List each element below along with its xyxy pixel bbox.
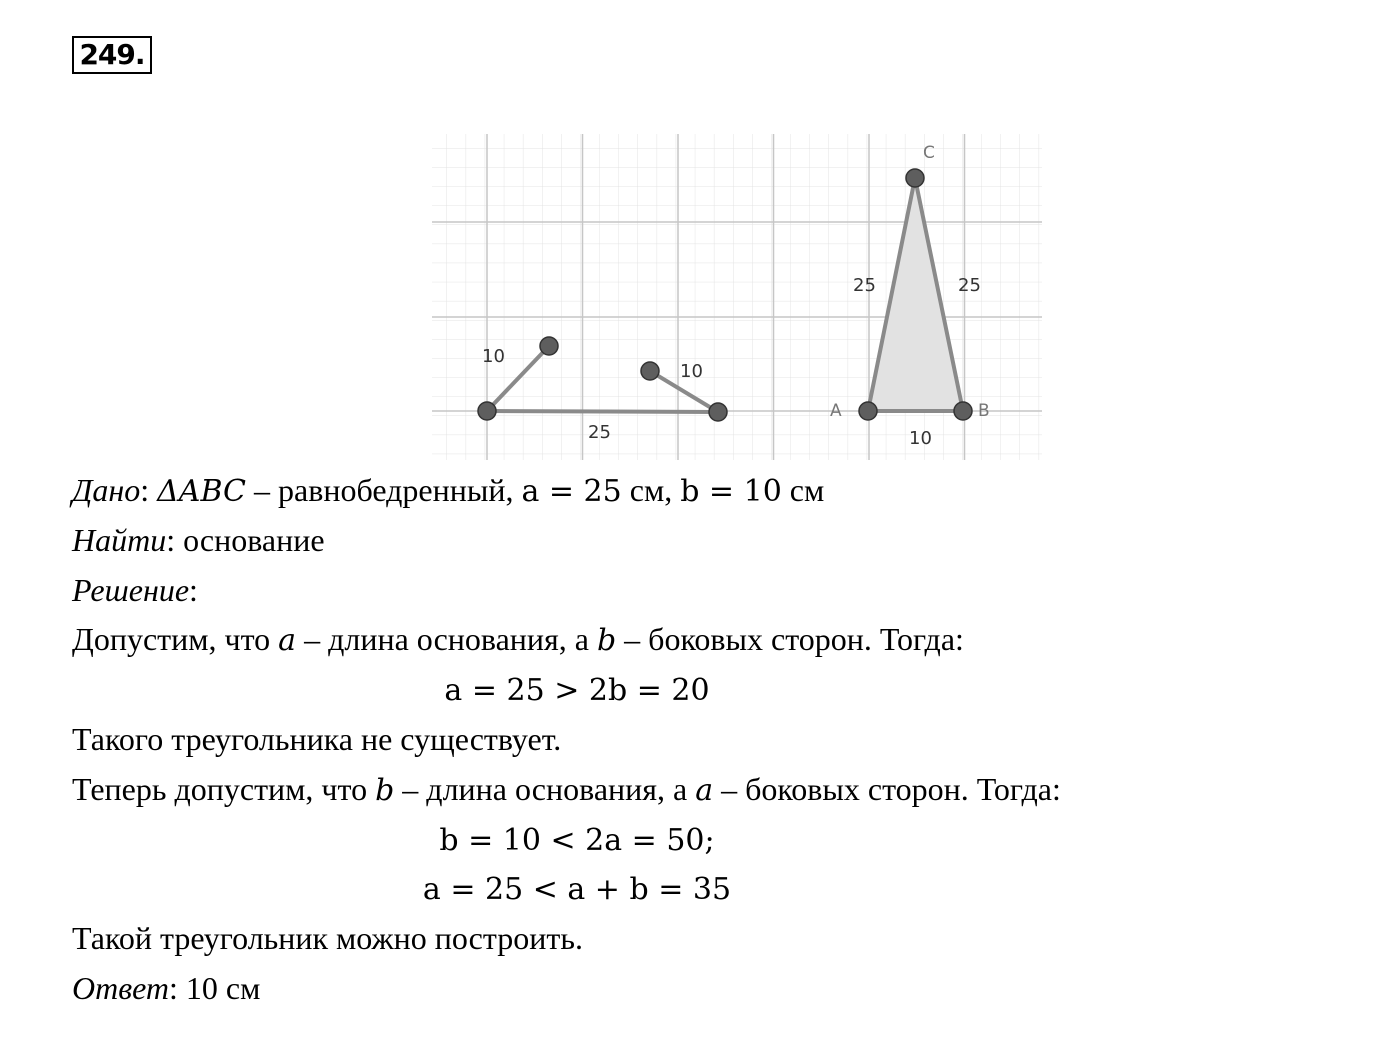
solution-text [72,466,1332,1014]
case2-text-3: – боковых сторон. Тогда: [713,770,1061,807]
case1-text-2: – длина основания, а [296,621,597,658]
case2-formula-2: a = 25 < a + b = 35 [422,872,732,908]
given-triangle: ΔABC [157,474,247,509]
given-line: Дано: ΔABC – равнобедренный, a = 25 см, b = 10 см [72,472,825,509]
given-b-unit: см [781,472,825,508]
solution-colon: : [189,571,198,608]
label-vertex-c: C [923,143,935,163]
case2-formula-1: b = 10 < 2a = 50; [439,822,715,858]
case1-formula: a = 25 > 2b = 20 [444,673,710,709]
case1-formula-line [72,665,1332,715]
case1-text-1: Допустим, что [72,621,279,658]
find-label: Найти [72,521,167,558]
geometry-figure [432,134,1042,460]
segment-left-base [487,411,718,412]
answer-label: Ответ [72,969,169,1006]
given-a-eq: a = 25 [521,474,622,509]
answer-line [72,964,1332,1014]
find-line [72,516,1332,566]
label-left-seg-1: 10 [482,346,505,367]
label-vertex-b: B [978,401,990,421]
answer-text: : 10 см [169,969,261,1006]
label-left-base: 25 [588,422,611,443]
case1-conclusion: Такого треугольника не существует. [72,720,562,757]
case2-formula-2-line [72,864,1332,914]
given-a-unit: см, [621,472,681,508]
case2-var-b: b [375,772,395,808]
case2-assumption [72,765,1332,815]
case2-text-1: Теперь допустим, что [72,770,376,807]
given-dash: – равнобедренный, [246,472,522,508]
case2-var-a: a [695,772,714,808]
given-label: Дано [72,472,141,508]
problem-number: 249. [72,36,152,74]
label-tri-base: 10 [909,428,932,449]
case2-text-2: – длина основания, а [394,770,696,807]
vertex-c-point [906,169,924,187]
label-left-seg-2: 10 [680,361,703,382]
case2-conclusion: Такой треугольник можно построить. [72,920,583,957]
label-tri-right-side: 25 [958,275,981,296]
case1-var-b: b [596,623,617,659]
label-tri-left-side: 25 [853,275,876,296]
case2-formula-1-line [72,815,1332,865]
find-text: : основание [166,521,325,558]
case1-var-a: a [278,623,297,659]
label-vertex-a: A [830,401,842,421]
vertex-a-point [859,402,877,420]
vertex-b-point [954,402,972,420]
given-b-eq: b = 10 [680,474,782,509]
case1-assumption [72,615,1332,665]
solution-line [72,566,1332,616]
case1-text-3: – боковых сторон. Тогда: [616,621,964,658]
solution-label: Решение [72,571,190,608]
